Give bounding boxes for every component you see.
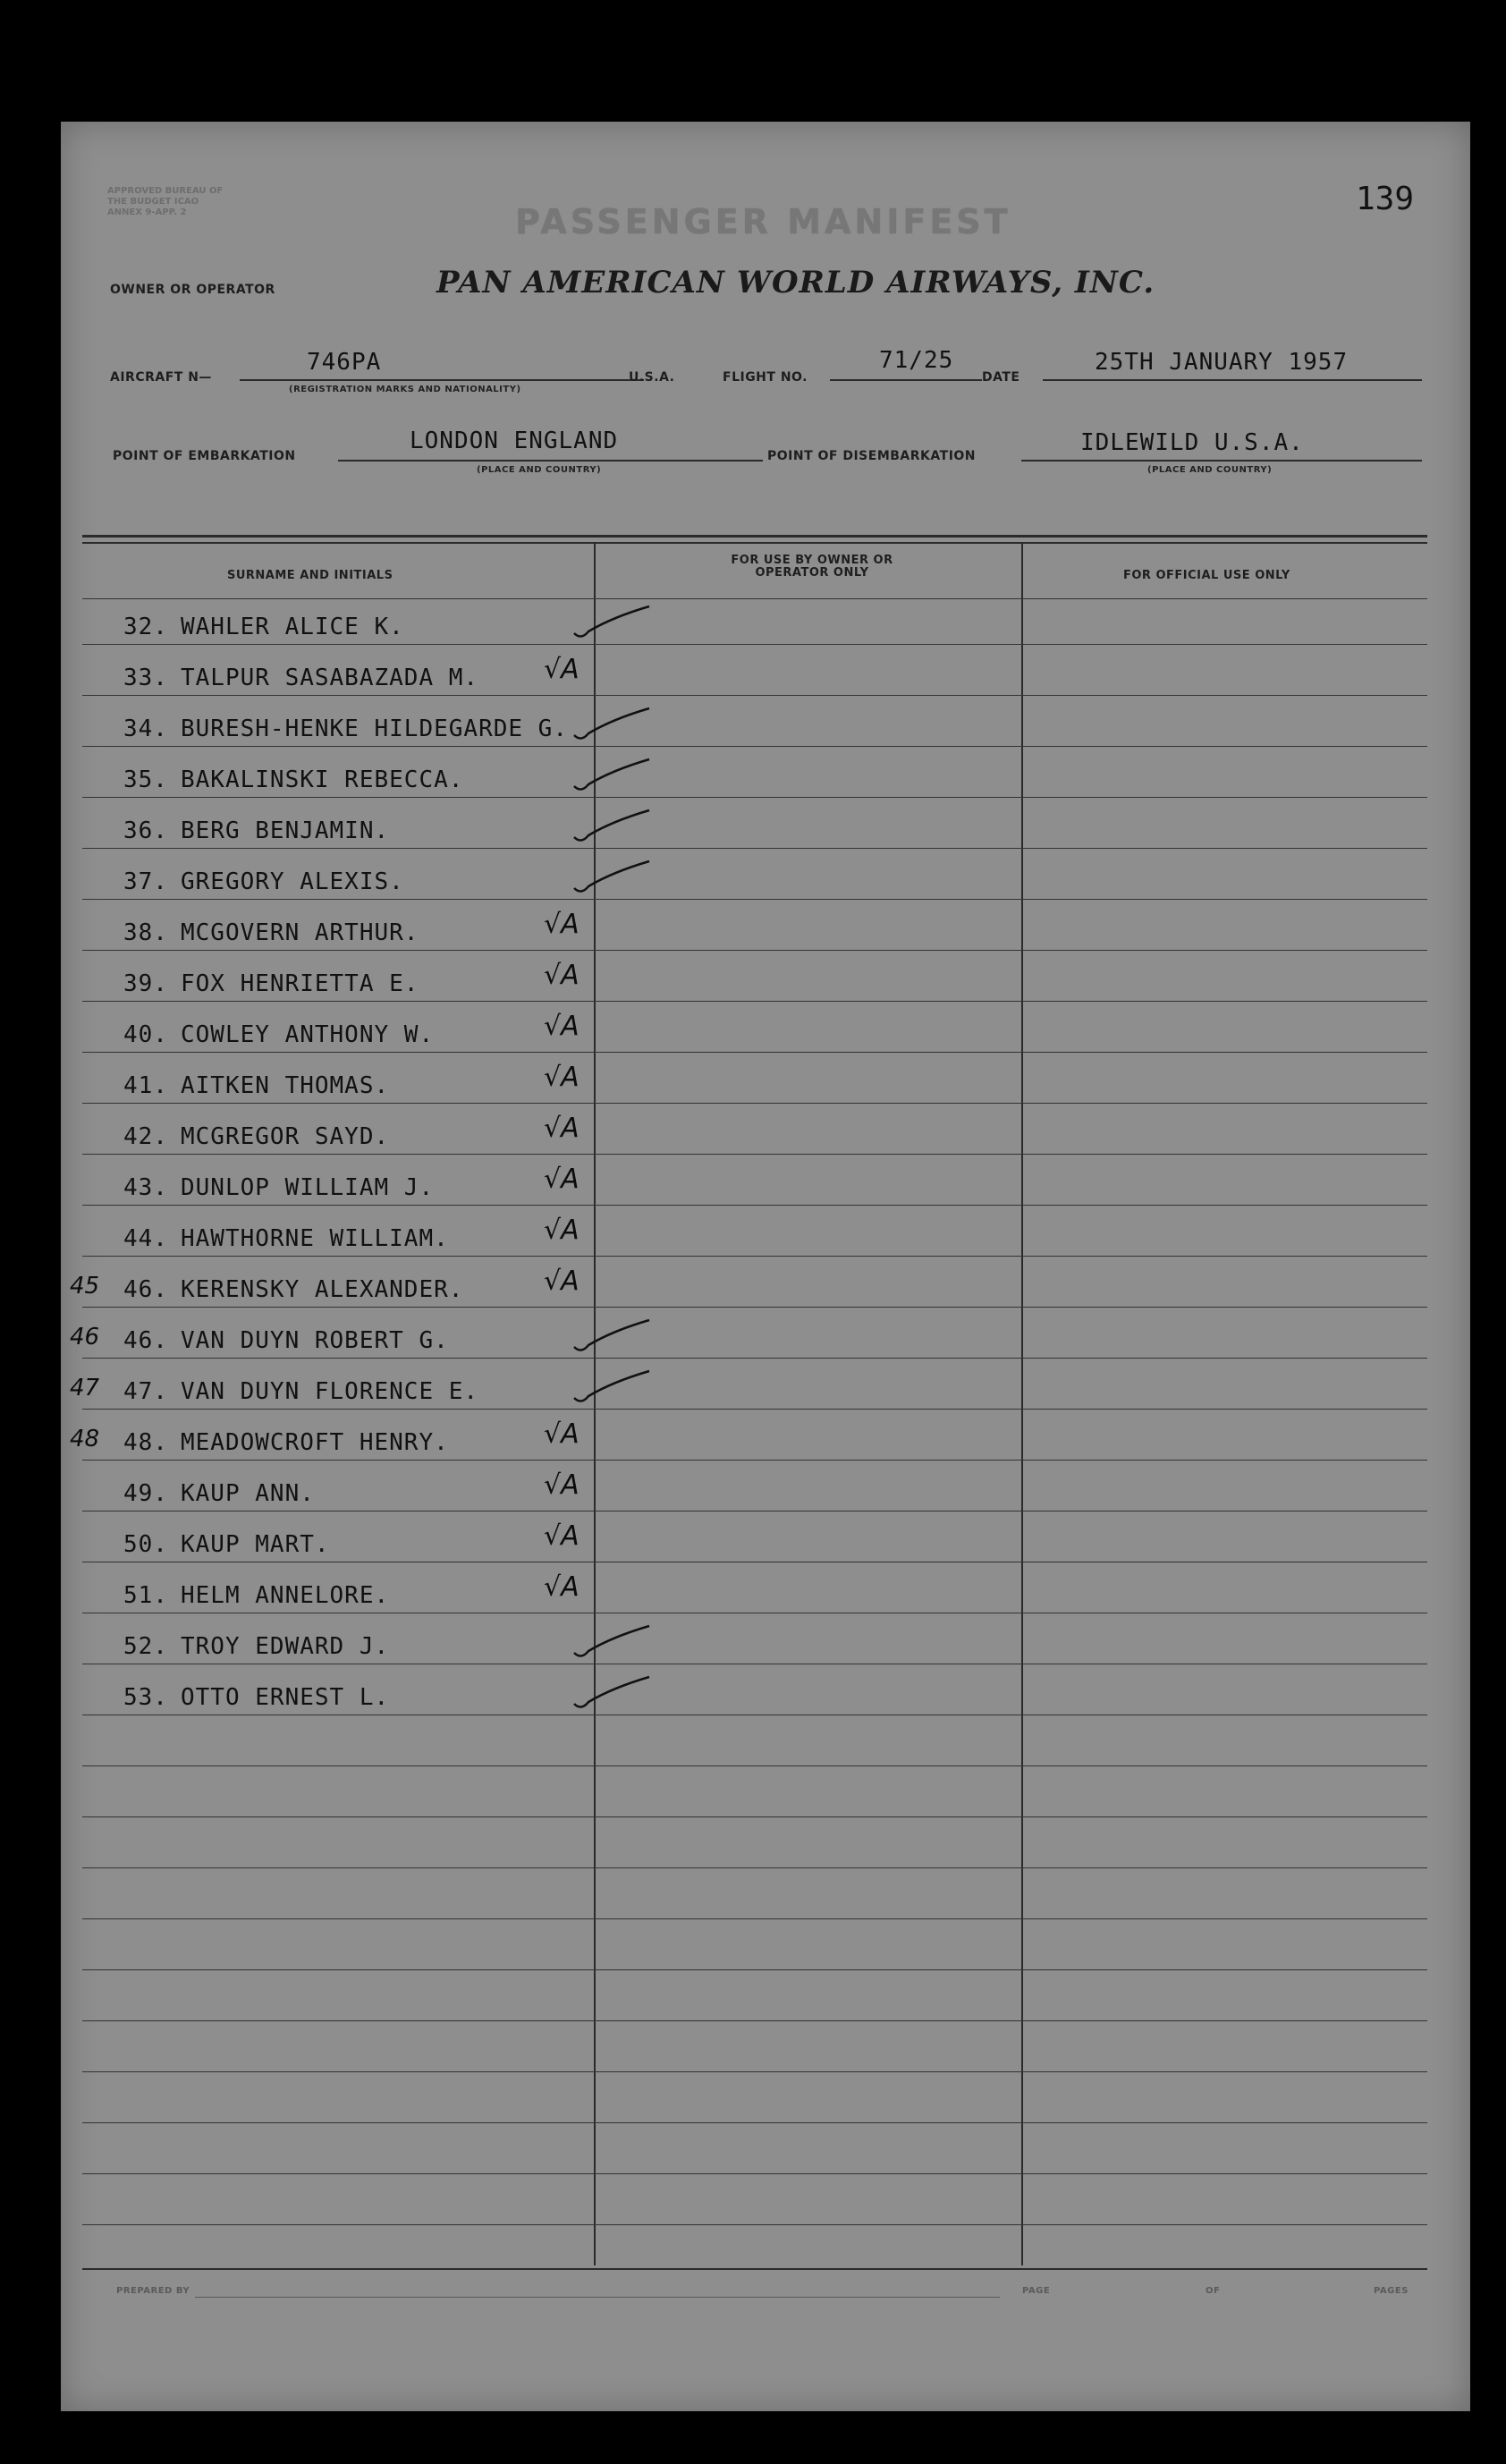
passenger-number: 43. (123, 1174, 168, 1201)
passenger-name: KAUP MART. (181, 1531, 330, 1558)
handwritten-mark: √A (544, 1011, 580, 1042)
passenger-name: VAN DUYN FLORENCE E. (181, 1378, 479, 1405)
flight-value: 71/25 (879, 347, 954, 374)
registration-caption: (REGISTRATION MARKS AND NATIONALITY) (289, 385, 521, 394)
passenger-number: 34. (123, 715, 168, 742)
row-rule (82, 1867, 1427, 1868)
handwritten-mark: √A (544, 1520, 580, 1552)
prepared-by-label: PREPARED BY (116, 2286, 190, 2296)
pages-label: PAGES (1374, 2286, 1409, 2296)
aircraft-label: AIRCRAFT N— (110, 370, 212, 385)
row-rule (82, 1205, 1427, 1206)
passenger-name: TALPUR SASABAZADA M. (181, 665, 479, 691)
row-rule (82, 1460, 1427, 1461)
column-divider-2 (1021, 544, 1023, 2265)
passenger-number: 44. (123, 1225, 168, 1252)
row-rule (82, 1154, 1427, 1155)
row-rule (82, 1103, 1427, 1104)
disembarkation-value: IDLEWILD U.S.A. (1080, 429, 1304, 456)
row-rule (82, 1409, 1427, 1410)
column-header-official: FOR OFFICIAL USE ONLY (1123, 569, 1290, 582)
row-rule (82, 2173, 1427, 2174)
handwritten-renumber: 46 (70, 1324, 100, 1351)
date-value: 25TH JANUARY 1957 (1095, 349, 1349, 376)
flight-line (830, 379, 982, 381)
handwritten-mark: √A (544, 1215, 580, 1246)
handwritten-mark: √A (544, 654, 580, 685)
handwritten-mark: √A (544, 1266, 580, 1297)
handwritten-mark: √A (544, 960, 580, 991)
passenger-number: 41. (123, 1072, 168, 1099)
embarkation-value: LONDON ENGLAND (410, 428, 619, 454)
checkmark-icon (572, 759, 653, 795)
of-label: OF (1206, 2286, 1221, 2296)
passenger-number: 51. (123, 1582, 168, 1609)
passenger-number: 37. (123, 868, 168, 895)
embarkation-caption: (PLACE AND COUNTRY) (477, 465, 602, 475)
passenger-name: DUNLOP WILLIAM J. (181, 1174, 435, 1201)
passenger-number: 38. (123, 919, 168, 946)
passenger-number: 46. (123, 1276, 168, 1303)
row-rule (82, 1918, 1427, 1919)
passenger-name: BERG BENJAMIN. (181, 817, 390, 844)
page-title: PASSENGER MANIFEST (515, 202, 1011, 241)
column-header-owner: FOR USE BY OWNER OR OPERATOR ONLY (731, 554, 893, 580)
passenger-name: VAN DUYN ROBERT G. (181, 1327, 449, 1354)
checkmark-icon (572, 861, 653, 897)
passenger-name: WAHLER ALICE K. (181, 614, 404, 640)
row-rule (82, 899, 1427, 900)
passenger-name: AITKEN THOMAS. (181, 1072, 390, 1099)
row-rule (82, 1969, 1427, 1970)
handwritten-mark: √A (544, 1164, 580, 1195)
passenger-number: 50. (123, 1531, 168, 1558)
passenger-name: OTTO ERNEST L. (181, 1684, 390, 1711)
row-rule (82, 2224, 1427, 2225)
passenger-number: 49. (123, 1480, 168, 1507)
passenger-number: 39. (123, 970, 168, 997)
column-header-surname: SURNAME AND INITIALS (227, 569, 393, 582)
passenger-name: HAWTHORNE WILLIAM. (181, 1225, 449, 1252)
row-rule (82, 1001, 1427, 1002)
passenger-name: HELM ANNELORE. (181, 1582, 390, 1609)
company-name: PAN AMERICAN WORLD AIRWAYS, INC. (436, 265, 1155, 301)
passenger-number: 48. (123, 1429, 168, 1456)
checkmark-icon (572, 708, 653, 744)
passenger-number: 33. (123, 665, 168, 691)
passenger-number: 42. (123, 1123, 168, 1150)
row-rule (82, 950, 1427, 951)
footer-rule (82, 2268, 1427, 2270)
row-rule (82, 848, 1427, 849)
handwritten-renumber: 47 (70, 1375, 100, 1401)
row-rule (82, 2071, 1427, 2072)
handwritten-mark: √A (544, 1113, 580, 1144)
row-rule (82, 2020, 1427, 2021)
date-line (1043, 379, 1422, 381)
table-top-rule (82, 535, 1427, 538)
flight-label: FLIGHT NO. (723, 370, 808, 385)
handwritten-mark: √A (544, 1418, 580, 1450)
handwritten-mark: √A (544, 909, 580, 940)
passenger-number: 32. (123, 614, 168, 640)
passenger-number: 35. (123, 766, 168, 793)
disembarkation-label: POINT OF DISEMBARKATION (767, 449, 977, 463)
embarkation-line (338, 460, 763, 461)
row-rule (82, 644, 1427, 645)
handwritten-renumber: 45 (70, 1273, 100, 1300)
checkmark-icon (572, 1320, 653, 1356)
checkmark-icon (572, 1677, 653, 1713)
passenger-name: MEADOWCROFT HENRY. (181, 1429, 449, 1456)
handwritten-renumber: 48 (70, 1426, 100, 1452)
row-rule (82, 695, 1427, 696)
usa-label: U.S.A. (629, 370, 675, 385)
passenger-name: BAKALINSKI REBECCA. (181, 766, 464, 793)
checkmark-icon (572, 606, 653, 642)
passenger-number: 47. (123, 1378, 168, 1405)
passenger-name: MCGOVERN ARTHUR. (181, 919, 419, 946)
row-rule (82, 797, 1427, 798)
handwritten-mark: √A (544, 1469, 580, 1501)
passenger-name: KERENSKY ALEXANDER. (181, 1276, 464, 1303)
passenger-number: 40. (123, 1021, 168, 1048)
row-rule (82, 1358, 1427, 1359)
date-label: DATE (982, 370, 1020, 385)
passenger-name: BURESH-HENKE HILDEGARDE G. (181, 715, 568, 742)
page-number: 139 (1356, 181, 1415, 217)
table-top-rule-2 (82, 542, 1427, 544)
passenger-number: 46. (123, 1327, 168, 1354)
approved-stamp: APPROVED BUREAU OF THE BUDGET ICAO ANNEX 9-APP. 2 (107, 186, 224, 217)
passenger-name: MCGREGOR SAYD. (181, 1123, 390, 1150)
row-rule (82, 1256, 1427, 1257)
row-rule (82, 2122, 1427, 2123)
row-rule (82, 1052, 1427, 1053)
passenger-number: 52. (123, 1633, 168, 1660)
checkmark-icon (572, 810, 653, 846)
row-rule (82, 746, 1427, 747)
passenger-name: KAUP ANN. (181, 1480, 315, 1507)
row-rule (82, 1765, 1427, 1766)
passenger-name: COWLEY ANTHONY W. (181, 1021, 435, 1048)
passenger-name: TROY EDWARD J. (181, 1633, 390, 1660)
checkmark-icon (572, 1626, 653, 1662)
page-label: PAGE (1022, 2286, 1051, 2296)
owner-label: OWNER OR OPERATOR (110, 283, 275, 297)
aircraft-line (240, 379, 644, 381)
footer-blank-line (195, 2297, 1000, 2298)
checkmark-icon (572, 1371, 653, 1407)
embarkation-label: POINT OF EMBARKATION (113, 449, 296, 463)
handwritten-mark: √A (544, 1571, 580, 1603)
row-rule (82, 1307, 1427, 1308)
disembarkation-line (1021, 460, 1422, 461)
passenger-name: GREGORY ALEXIS. (181, 868, 404, 895)
handwritten-mark: √A (544, 1062, 580, 1093)
row-rule (82, 598, 1427, 599)
disembarkation-caption: (PLACE AND COUNTRY) (1147, 465, 1273, 475)
passenger-number: 53. (123, 1684, 168, 1711)
passenger-number: 36. (123, 817, 168, 844)
manifest-sheet (61, 122, 1470, 2411)
aircraft-value: 746PA (307, 349, 382, 376)
row-rule (82, 1816, 1427, 1817)
passenger-name: FOX HENRIETTA E. (181, 970, 419, 997)
